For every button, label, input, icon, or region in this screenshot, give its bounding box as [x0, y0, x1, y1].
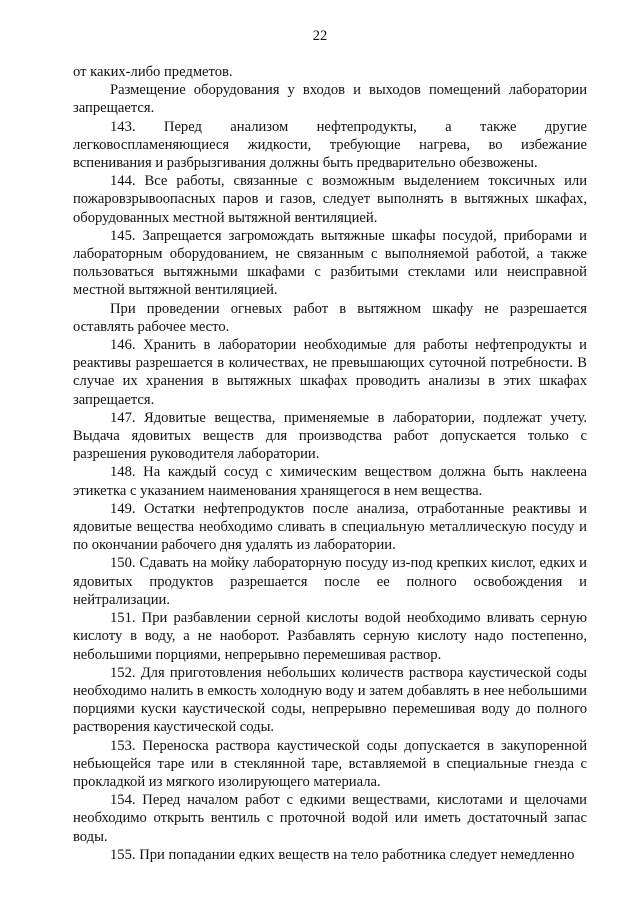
- paragraph-continuation: от каких-либо предметов.: [73, 64, 233, 80]
- page-number: 22: [312, 28, 328, 44]
- paragraph-146: 146. Хранить в лаборатории необходимые для работы нефтепродукты и реактивы разрешается в количествах, не превышающих суточной потребности. В случае их хранения в вытяжных шкафах проводить анализы в этих шкафах запрещается.: [73, 337, 587, 408]
- paragraph-144: 144. Все работы, связанные с возможным выделением токсичных или пожаровзрывоопасных паров и газов, следует выполнять в вытяжных шкафах, оборудованных местной вытяжной вентиляцией.: [73, 173, 587, 226]
- paragraph-153: 153. Переноска раствора каустической соды допускается в закупоренной небьющейся таре или в стеклянной таре, вставляемой в специальные гнезда с прокладкой из мягкого изолирующего материала.: [73, 737, 587, 790]
- paragraph-151: 151. При разбавлении серной кислоты водой необходимо вливать серную кислоту в воду, а не наоборот. Разбавлять серную кислоту надо постепенно, небольшими порциями, непрерывно перемешивая раствор.: [73, 610, 587, 663]
- paragraph-152: 152. Для приготовления небольших количеств раствора каустической соды необходимо налить в емкость холодную воду и затем добавлять в нее небольшими порциями куски каустической соды, непрерывно перемешивая воду до полного растворения каустической соды.: [73, 664, 587, 736]
- paragraph-143: 143. Перед анализом нефтепродукты, а также другие легковоспламеняющиеся жидкости, требующие нагрева, во избежание вспенивания и разбрызгивания должны быть предварительно обезвожены.: [73, 118, 587, 172]
- document-body: [73, 63, 587, 864]
- paragraph-145: 145. Запрещается загромождать вытяжные шкафы посудой, приборами и лабораторным оборудованием, не связанным с выполняемой работой, а также пользоваться вытяжными шкафами с разбитыми стеклами или неисправной местной вытяжной вентиляцией.: [73, 227, 587, 299]
- paragraph-154: 154. Перед началом работ с едкими веществами, кислотами и щелочами необходимо открыть вентиль с проточной водой или иметь достаточный запас воды.: [73, 792, 587, 845]
- paragraph-equipment-placement: Размещение оборудования у входов и выходов помещений лаборатории запрещается.: [73, 82, 587, 117]
- paragraph-150: 150. Сдавать на мойку лабораторную посуду из-под крепких кислот, едких и ядовитых продуктов разрешается после ее полного освобождения и нейтрализации.: [73, 555, 587, 608]
- paragraph-148: 148. На каждый сосуд с химическим веществом должна быть наклеена этикетка с указанием наименования хранящегося в нем вещества.: [73, 464, 587, 499]
- paragraph-fire-works: При проведении огневых работ в вытяжном шкафу не разрешается оставлять рабочее место.: [73, 300, 587, 335]
- paragraph-147: 147. Ядовитые вещества, применяемые в лаборатории, подлежат учету. Выдача ядовитых веществ для производства работ допускается только с разрешения руководителя лаборатории.: [73, 409, 587, 463]
- paragraph-149: 149. Остатки нефтепродуктов после анализа, отработанные реактивы и ядовитые вещества необходимо сливать в специальную металлическую посуду и по окончании рабочего дня удалять из лаборатории.: [73, 500, 587, 554]
- paragraph-155: 155. При попадании едких веществ на тело работника следует немедленно: [110, 846, 575, 863]
